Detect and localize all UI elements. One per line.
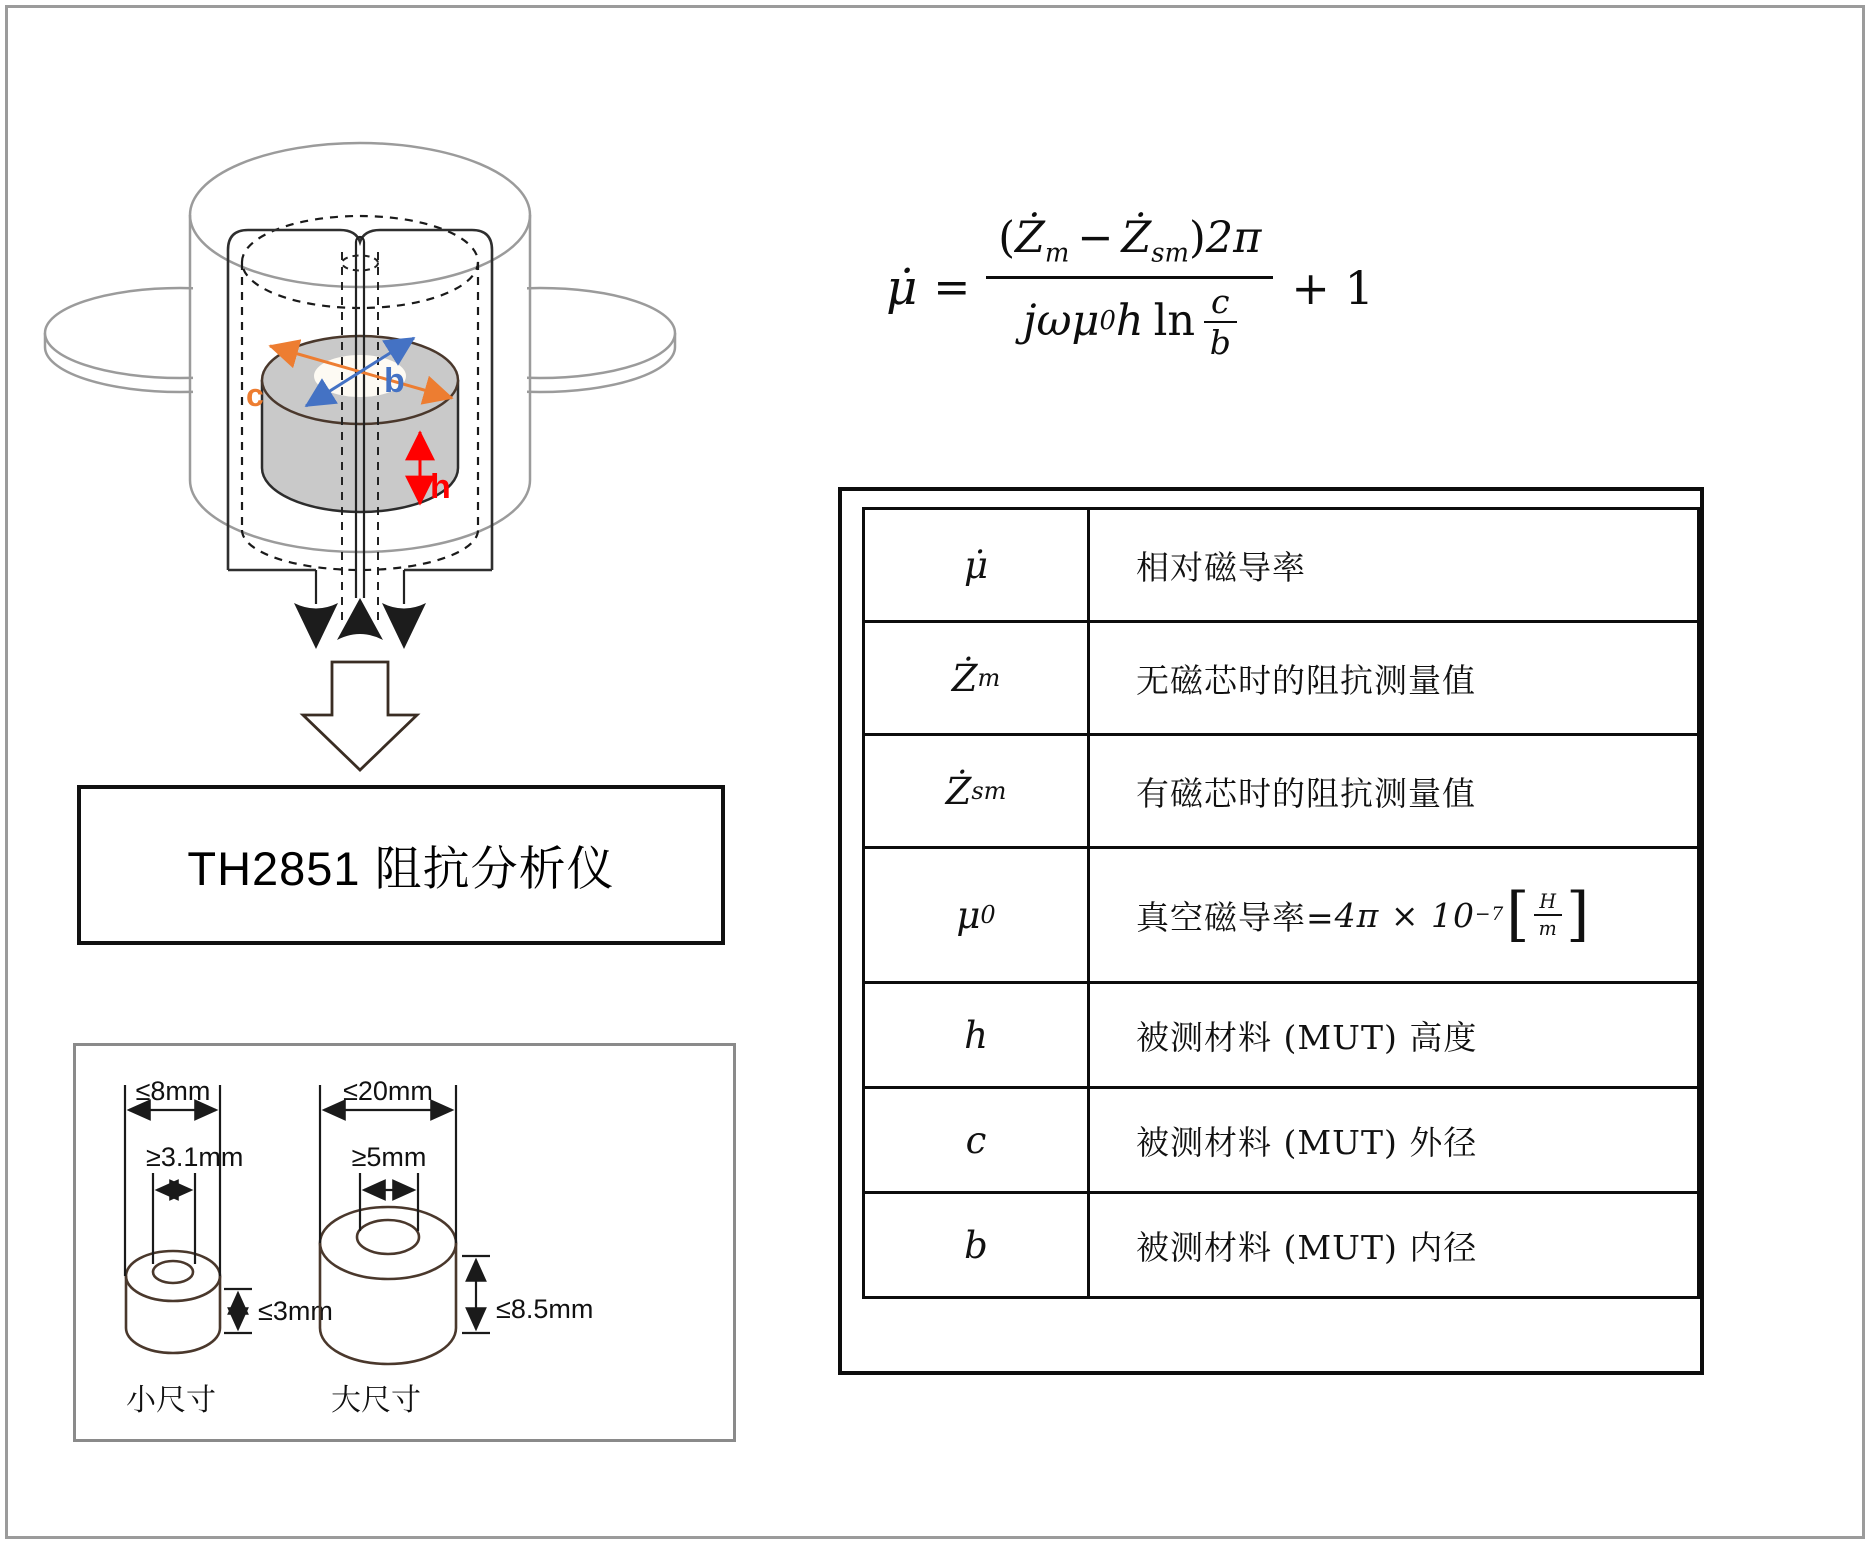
unit-fraction: H m — [1534, 892, 1562, 938]
table-row — [865, 736, 1697, 849]
large-inner-dim-label: ≥5mm — [351, 1142, 427, 1172]
description-cell: 被测材料 (MUT) 内径 — [1136, 1227, 1478, 1267]
block-arrow-down — [303, 662, 417, 770]
description-cell: 无磁芯时的阻抗测量值 — [1136, 660, 1476, 700]
table-row — [865, 623, 1697, 736]
formula-lhs: μ̇ — [886, 259, 918, 316]
fixture-diagram — [20, 100, 720, 800]
connector-arrows — [294, 570, 426, 649]
down-arrowhead-right — [382, 603, 426, 649]
mut-toroid — [262, 336, 458, 512]
parameter-table — [862, 507, 1700, 1299]
small-outer-dim-label: ≤8mm — [135, 1076, 211, 1106]
large-size-caption: 大尺寸 — [331, 1384, 421, 1417]
size-panel — [73, 1043, 736, 1442]
label-b: b — [384, 362, 405, 400]
table-row — [865, 1194, 1697, 1296]
formula-plus-one: + 1 — [1291, 260, 1374, 315]
down-arrowhead-left — [294, 603, 338, 649]
large-outer-dim-label: ≤20mm — [343, 1076, 433, 1106]
small-toroid-drawing — [126, 1251, 220, 1353]
description-cell: 有磁芯时的阻抗测量值 — [1136, 773, 1476, 813]
analyzer-box — [77, 785, 725, 945]
small-height-dim-label: ≤3mm — [258, 1296, 333, 1326]
symbol-cell: μ 0 — [865, 849, 1090, 981]
large-height-dim-label: ≤8.5mm — [496, 1294, 594, 1324]
formula-fraction — [986, 213, 1273, 362]
permeability-formula — [790, 190, 1470, 385]
description-cell: 被测材料 (MUT) 高度 — [1136, 1017, 1478, 1057]
symbol-cell: h — [865, 984, 1090, 1086]
small-inner-dim-label: ≥3.1mm — [146, 1142, 244, 1172]
description-cell: 相对磁导率 — [1136, 547, 1306, 587]
label-c: c — [246, 377, 264, 413]
small-size-caption: 小尺寸 — [126, 1384, 216, 1417]
formula-cb-fraction: c b — [1204, 285, 1236, 359]
symbol-cell: Ż sm — [865, 736, 1090, 846]
description-cell: 被测材料 (MUT) 外径 — [1136, 1122, 1478, 1162]
parameter-table-outer-box — [838, 487, 1704, 1375]
description-cell: 真空磁导率= 4π × 10 −7 [ H m ] — [1136, 880, 1591, 950]
label-h: h — [430, 468, 451, 506]
table-row — [865, 510, 1697, 623]
symbol-cell: μ̇ — [865, 510, 1090, 620]
symbol-cell: Ż m — [865, 623, 1090, 733]
table-row — [865, 1089, 1697, 1194]
symbol-cell: b — [865, 1194, 1090, 1296]
symbol-cell: c — [865, 1089, 1090, 1191]
formula-numerator: ($Ż_m$ − $Ż_{sm})2\pi$ — [986, 216, 1273, 279]
formula-denominator: jω μ 0 h ln c b — [1023, 279, 1236, 359]
table-row — [865, 849, 1697, 984]
analyzer-label: TH2851 阻抗分析仪 — [187, 841, 615, 895]
size-diagrams — [76, 1046, 727, 1433]
formula-equals: = — [933, 262, 971, 313]
large-toroid-drawing — [320, 1207, 456, 1364]
table-row — [865, 984, 1697, 1089]
up-arrowhead-center — [337, 598, 383, 640]
